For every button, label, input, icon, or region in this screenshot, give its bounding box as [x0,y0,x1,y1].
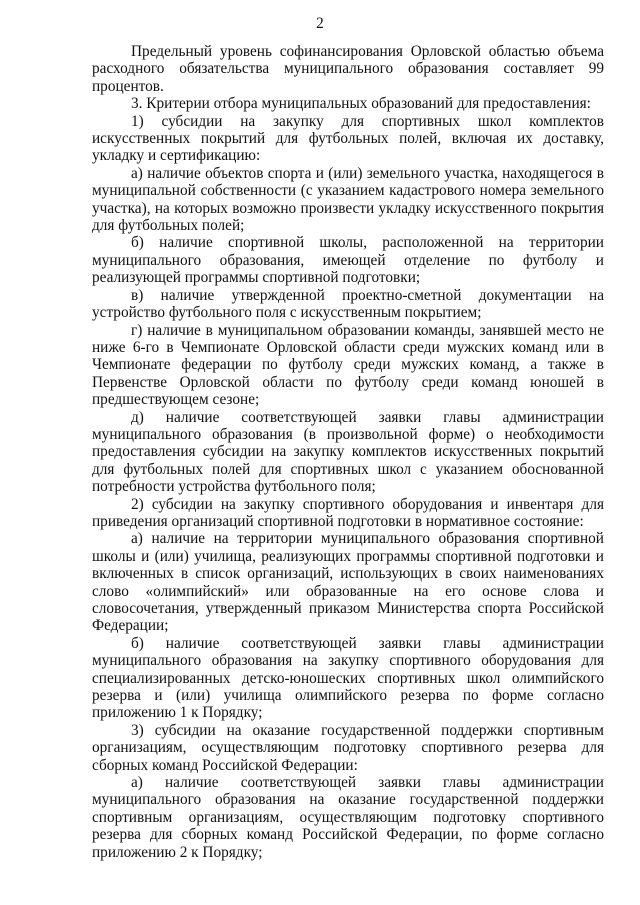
paragraph-subsidy-2-equipment: 2) субсидии на закупку спортивного оборудования и инвентаря для приведения организаций спортивной подготовки в нормативное состояние: [92,495,604,530]
paragraph-subsidy-1-item-b: б) наличие спортивной школы, расположенной на территории муниципального образования, имеющей отделение по футболу и реализующей программы спортивной подготовки; [92,234,604,287]
paragraph-subsidy-1-item-a: а) наличие объектов спорта и (или) земельного участка, находящегося в муниципальной собственности (с указанием кадастрового номера земельного участка), на которых возможно произвести укладку искусственного покрытия для футбольных полей; [92,164,604,235]
paragraph-subsidy-1-item-g: г) наличие в муниципальном образовании команды, занявшей место не ниже 6-го в Чемпионате Орловской области среди мужских команд или в Чемпионате федерации по футболу среди мужских команд, а также в Первенстве Орловской области по футболу среди команд юношей в предшествующем сезоне; [92,321,604,409]
paragraph-subsidy-2-item-b: б) наличие соответствующей заявки главы администрации муниципального образования на закупку спортивного оборудования для специализированных детско-юношеских спортивных школ олимпийского резерва и (или) училища олимпийского резерва по форме согласно приложению 1 к Порядку; [92,634,604,722]
paragraph-selection-criteria-heading: 3. Критерии отбора муниципальных образований для предоставления: [131,95,591,113]
paragraph-subsidy-1-artificial-turf: 1) субсидии на закупку для спортивных школ комплектов искусственных покрытий для футбольных полей, включая их доставку, укладку и сертификацию: [92,112,604,165]
paragraph-cofinancing-level: Предельный уровень софинансирования Орловской областью объема расходного обязательства муниципального образования составляет 99 процентов. [92,43,604,95]
paragraph-subsidy-1-item-v: в) наличие утвержденной проектно-сметной документации на устройство футбольного поля с искусственным покрытием; [92,286,604,322]
paragraph-subsidy-3-state-support: 3) субсидии на оказание государственной поддержки спортивным организациям, осуществляющим подготовку спортивного резерва для сборных команд Российской Федерации: [92,721,604,774]
paragraph-subsidy-2-item-a: а) наличие на территории муниципального образования спортивной школы и (или) училища, реализующих программы спортивной подготовки и включенных в список организаций, использующих в своих наименованиях слово «олимпийский» или образованные на его основе слова и словосочетания, утвержденный приказом Министерства спорта Российской Федерации; [92,530,604,635]
paragraph-subsidy-1-item-d: д) наличие соответствующей заявки главы администрации муниципального образования (в произвольной форме) о необходимости предоставления субсидии на закупку комплектов искусственных покрытий для футбольных полей для спортивных школ с указанием обоснованной потребности устройства футбольного поля; [92,408,604,496]
page-number: 2 [316,15,324,32]
paragraph-subsidy-3-item-a: а) наличие соответствующей заявки главы администрации муниципального образования на оказание государственной поддержки спортивным организациям, осуществляющим подготовку спортивного резерва для сборных команд Российской Федерации, по форме согласно приложению 2 к Порядку; [92,774,604,861]
document-body [92,43,604,861]
